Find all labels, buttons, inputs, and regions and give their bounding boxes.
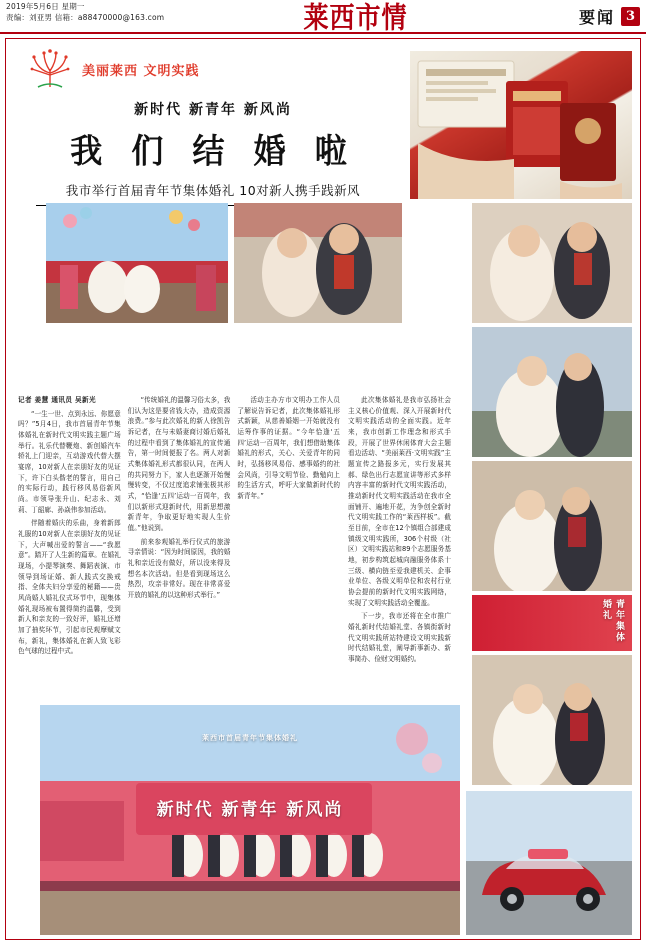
article-byline: 记者 姜慧 通讯员 吴新光	[18, 396, 97, 404]
red-banner-text: 青年集体婚礼	[601, 599, 624, 643]
flower-icon	[24, 49, 76, 89]
editor-line: 责编：刘亚男 信箱：a88470000@163.com	[6, 12, 165, 22]
photo-couple-portrait	[472, 461, 632, 591]
article-columns-left	[18, 395, 340, 695]
campaign-slogan: 美丽莱西 文明实践	[82, 63, 200, 79]
headline-subtitle: 我市举行首届青年节集体婚礼 10对新人携手践新风	[65, 183, 361, 198]
article-paragraph: 此次集体婚礼是我市弘扬社会主义核心价值观、深入开展新时代文明实践活动的全面实践。近年来，我市创新工作理念和形式手段，开展了世界休闲体育大会主题看边活动、“美丽莱西·文明实践”主题宣传之路报多元，实行发展其郝、绿色出行志愿宣讲等形式多样内容丰富的新时代文明实践活动，推动新时代文明实践活动在我市全面铺开、遍地开花，为争创全新时代文明实践工作的“莱西样板”。截至目前，全市在12个镇组合部建成镇级文明实践所，306个村级（社区）文明实践站和89个志愿服务基地，初步构筑起城向融服务体系十三级、横向链至爱我建机关、企事业单位、各级义明单位和农村行业协会提前的新时代文明实践网络，实现了文明实践活动全覆盖。	[348, 396, 451, 607]
headline-block	[18, 49, 408, 199]
headline-kicker: 新时代 新青年 新风尚	[134, 102, 292, 118]
masthead-center	[215, 0, 496, 35]
stage-banner-title: 新时代 新青年 新风尚	[156, 800, 344, 820]
article-column-3	[237, 395, 340, 695]
page-number-badge: 3	[621, 7, 640, 26]
photo-main-ceremony	[40, 705, 460, 935]
page-frame	[5, 38, 641, 940]
article-paragraph: “一生一世、点到永远、你愿意吗？”5月4日，我市首届青年节集体婚礼在新时代文明实践主题广场举行。礼乐代替鞭炮、新创婚汽车轿礼上门迎亲，互动游戏代替大摆宴席，10对新人在亲朋好友的见证下，许下白头偕老的誓言，用自己的实际行动，践行移风易俗新风尚。市领导张升山、纪志永、刘莉、丁韶廊、孙焱伟参加活动。	[18, 409, 121, 514]
article-paragraph: 前来参观婚礼举行仪式的旅游寻亲情说：“因为时间原因，我的婚礼和亲近没有做好，所以没来得及想名本次活动。但是看到现场这么热烈，攻亲非常好。现在非常喜爱开放的婚礼的以这种形式举行。”	[127, 537, 231, 600]
article-paragraph: 伴随着婚庆的乐曲，身着新郎礼服的10对新人在亲朋好友的见证下，大声喊出爱的誓言——“我愿意”。踏开了人生新的篇章。在婚礼现场，小提琴演奏、舞蹈表演、市领导到场证婚、新人践式交换戒指、全体夫妇分享爱的秘籍——贵风尚婚人婚礼仪式环节中，现集体婚礼现场被布置得简约温馨，受到新人和亲友的一致好评，婚礼还增加了抽奖环节，引起市民观摩赋文布，新礼，集体婚礼在新人致飞彩色气球的过程中式。	[18, 519, 121, 656]
photo-marriage-certificates	[410, 51, 632, 199]
photo-couple-rings	[234, 203, 402, 323]
article-column-1	[18, 395, 121, 695]
publish-date: 2019年5月6日 星期一	[6, 2, 85, 11]
masthead-right	[496, 0, 646, 32]
photo-red-banner	[472, 595, 632, 651]
stage-banner-subtitle: 莱西市首届青年节集体婚礼	[202, 733, 298, 742]
article-paragraph: “传统婚礼的温馨习俗太多，我们认为这是要省钱大办，造成资源浪费。”参与此次婚礼的新人徐凯告诉记者，在与未婚妻商讨婚后婚礼的过程中看到了集体婚礼的宣传通告，第一时间便报了名。两人对新式集体婚礼形式都很认同，在两人的共同努力下，家人也逐渐开始慢慢转变，不仅过度追求铺张极其形式，“恰逢‘五四’运动一百周年，我们以新形式迎新时代，用新思想激新青年，争取更好地实现人生价值。”他说到。	[127, 396, 231, 533]
headline-title: 我 们 结 婚 啦	[70, 131, 356, 172]
section-title: 要闻	[578, 7, 615, 27]
masthead-left	[0, 0, 215, 32]
page-frame-inner	[10, 43, 636, 935]
photo-couple-toast	[472, 655, 632, 785]
masthead	[0, 0, 646, 34]
photo-ring-closeup	[472, 203, 632, 323]
photo-ceremony-stage	[46, 203, 228, 323]
article-paragraph: 活动主办方市文明办工作人员了解说告诉记者，此次集体婚礼形式新颖，从慈善婚姻一开始就没有运筹作事的证据。“今年恰逢‘五四’运动一百周年，我们想借助集体婚礼的形式，关心、关爱青年的同时，弘扬移风易俗、感事婚约的社会风尚，引导文明节俭、勤勉向上的生活方式，呼吁大家做新时代的新青年。”	[237, 396, 341, 501]
photo-wedding-car	[466, 791, 632, 935]
article-paragraph: 下一步，我市还将在全市推广婚礼新时代结婚礼堂、各镇街新时代文明实践所站特建设文明实践新时代结婚礼堂，阐导新事新办、新事简办、俭财文明婚约。	[348, 612, 451, 664]
campaign-logo	[24, 49, 408, 89]
paper-title: 莱西市情	[303, 1, 408, 35]
article-column-2	[128, 395, 231, 695]
article-column-4	[348, 395, 451, 695]
photo-couple-outdoor	[472, 327, 632, 457]
